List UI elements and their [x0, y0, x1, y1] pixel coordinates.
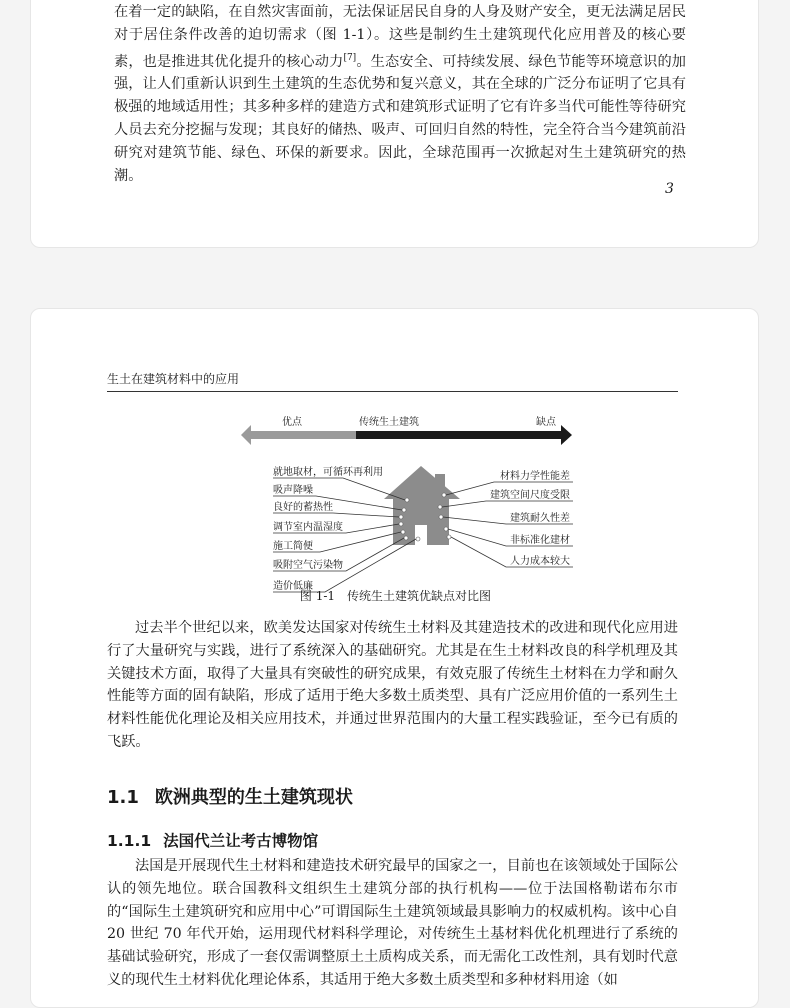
page-2: [30, 308, 759, 1008]
advantage-item: 吸声降噪: [273, 485, 313, 496]
advantage-item: 调节室内温湿度: [273, 522, 343, 533]
advantage-item: 造价低廉: [273, 581, 313, 592]
subsection-number: 1.1.1: [107, 832, 152, 850]
body-paragraph: 法国是开展现代生土材料和建造技术研究最早的国家之一，目前也在该领域处于国际公认的领先地位。联合国教科文组织生土建筑分部的执行机构——位于法国格勒诺布尔市的“国际生土建筑研究和应用中心”可谓国际生土建筑领域最具影响力的权威机构。该中心自 20 世纪 70 年代开始，运用现代材料科学理论，对传统生土基材料优化机理进行了系统的基础试验研究，形成了一套仅需调整原土土质构成关系，而无需化工改性剂，具有划时代意义的现代生土材料优化理论体系，其适用于绝大多数土质类型和多种材料用途（如: [107, 858, 678, 988]
section-number: 1.1: [107, 787, 139, 808]
disadvantage-item: 非标准化建材: [510, 535, 570, 546]
disadvantages-arrow: [356, 425, 572, 445]
disadvantage-item: 建筑耐久性差: [510, 513, 570, 524]
disadvantages-label: 缺点: [536, 417, 556, 428]
figure-1-1: [236, 411, 576, 592]
page-number: 3: [665, 181, 674, 197]
paragraph-text: 在着一定的缺陷，在自然灾害面前，无法保证居民自身的人身及财产安全，更无法满足居民对于居住条件改善的迫切需求（图 1-1）。这些是制约生土建筑现代化应用普及的核心要素，也是推进其优化提升的核心动力: [114, 4, 686, 70]
running-header: 生土在建筑材料中的应用: [107, 372, 240, 386]
disadvantage-item: 建筑空间尺度受限: [490, 490, 570, 501]
advantages-arrow: [241, 425, 356, 445]
figure-caption: 图 1-1 传统生土建筑优缺点对比图: [299, 589, 492, 603]
advantage-item: 施工简便: [273, 541, 313, 552]
disadvantage-item: 材料力学性能差: [500, 471, 570, 482]
subsection-heading: [107, 829, 318, 851]
body-paragraph: 过去半个世纪以来，欧美发达国家对传统生土材料及其建造技术的改进和现代化应用进行了大量研究与实践，进行了系统深入的基础研究。尤其是在生土材料改良的科学机理及其关键技术方面，取得了大量具有突破性的研究成果，有效克服了传统生土材料在力学和耐久性能等方面的固有缺陷，形成了适用于绝大多数土质类型、具有广泛应用价值的一系列生土材料性能优化理论及相关应用技术，并通过世界范围内的大量工程实践验证，至今已有质的飞跃。: [107, 620, 678, 750]
body-paragraph: [114, 1, 686, 187]
advantage-item: 良好的蓄热性: [273, 502, 333, 513]
header-divider: [107, 391, 678, 392]
paragraph-text: 。生态安全、可持续发展、绿色节能等环境意识的加强，让人们重新认识到生土建筑的生态优势和复兴意义，其在全球的广泛分布证明了它具有极强的地域适用性；其多种多样的建造方式和建筑形式证明了它有许多当代可能性等待研究人员去充分挖掘与发现；其良好的储热、吸声、可回归自然的特性，完全符合当今建筑前沿研究对建筑节能、绿色、环保的新要求。因此，全球范围再一次掀起对生土建筑研究的热潮。: [114, 53, 686, 184]
advantage-item: 就地取材，可循环再利用: [273, 467, 383, 478]
advantage-item: 吸附空气污染物: [273, 560, 343, 571]
disadvantage-item: 人力成本较大: [510, 556, 570, 567]
center-label: 传统生土建筑: [359, 417, 419, 428]
section-heading: [107, 783, 353, 809]
advantages-label: 优点: [282, 417, 302, 428]
citation-reference: [7]: [343, 52, 357, 63]
subsection-title: 法国代兰让考古博物馆: [163, 832, 319, 850]
section-title: 欧洲典型的生土建筑现状: [154, 787, 353, 808]
page-1: [30, 0, 759, 248]
